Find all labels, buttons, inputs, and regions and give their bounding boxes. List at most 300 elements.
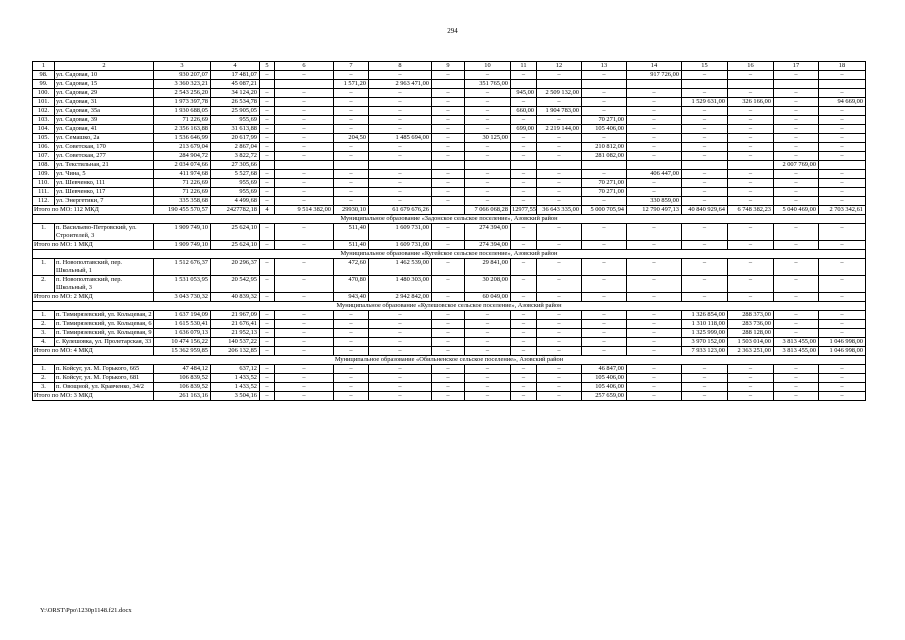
table-cell: –	[465, 329, 511, 338]
column-number-header: 13	[582, 62, 627, 71]
total-cell: –	[774, 392, 819, 401]
column-number-header: 8	[369, 62, 432, 71]
municipality-heading-row	[33, 215, 866, 224]
table-cell: –	[334, 320, 369, 329]
table-cell: –	[774, 134, 819, 143]
total-cell: –	[275, 392, 334, 401]
total-cell: 257 659,00	[582, 392, 627, 401]
table-row	[33, 116, 866, 125]
table-cell: 31 613,88	[211, 125, 260, 134]
total-cell: –	[432, 392, 465, 401]
table-cell: –	[334, 311, 369, 320]
table-row	[33, 329, 866, 338]
table-cell: –	[511, 134, 537, 143]
table-cell: 1 636 079,13	[154, 329, 211, 338]
total-cell: –	[432, 241, 465, 250]
table-cell: –	[582, 98, 627, 107]
table-cell: –	[432, 311, 465, 320]
column-number-row	[33, 62, 866, 71]
table-row	[33, 125, 866, 134]
table-row	[33, 188, 866, 197]
table-cell: 351 765,00	[465, 80, 511, 89]
table-cell: 25 624,10	[211, 224, 260, 241]
total-cell: –	[537, 293, 582, 302]
table-cell: –	[260, 179, 275, 188]
table-cell: –	[537, 188, 582, 197]
table-cell: 213 679,04	[154, 143, 211, 152]
table-cell: 1 503 014,00	[728, 338, 774, 347]
table-cell: 204,50	[334, 134, 369, 143]
table-cell: 45 087,21	[211, 80, 260, 89]
table-cell: –	[582, 338, 627, 347]
table-cell: 105 406,00	[582, 383, 627, 392]
table-cell: –	[682, 276, 728, 293]
table-cell: –	[369, 311, 432, 320]
table-cell: –	[774, 89, 819, 98]
table-cell: –	[774, 143, 819, 152]
total-cell: 29930,10	[334, 206, 369, 215]
total-cell: 61 679 676,26	[369, 206, 432, 215]
table-cell: 30 125,00	[465, 134, 511, 143]
table-cell: –	[537, 329, 582, 338]
table-cell: –	[511, 98, 537, 107]
total-cell: –	[465, 347, 511, 356]
table-cell: 46 847,00	[582, 365, 627, 374]
table-row	[33, 320, 866, 329]
table-cell: –	[537, 311, 582, 320]
table-cell	[537, 161, 582, 170]
table-cell: –	[465, 98, 511, 107]
row-number-cell: 3.	[33, 383, 55, 392]
table-cell: –	[511, 152, 537, 161]
total-cell: –	[260, 392, 275, 401]
table-cell: –	[369, 197, 432, 206]
table-cell	[465, 161, 511, 170]
table-cell: –	[819, 71, 866, 80]
table-cell: –	[275, 276, 334, 293]
total-cell: –	[275, 293, 334, 302]
table-cell: –	[819, 224, 866, 241]
table-cell: –	[260, 383, 275, 392]
address-cell: ул. Шевченко, 111	[55, 179, 154, 188]
table-cell: –	[334, 152, 369, 161]
table-cell: 106 839,52	[154, 374, 211, 383]
table-cell: –	[819, 179, 866, 188]
table-cell: –	[260, 107, 275, 116]
municipality-heading: Муниципальное образование «Кулешовское сельское поселение», Азовский район	[33, 302, 866, 311]
table-cell: –	[819, 134, 866, 143]
table-cell: –	[275, 224, 334, 241]
table-cell: 1 480 303,00	[369, 276, 432, 293]
table-cell: –	[511, 338, 537, 347]
table-cell: 2 963 471,00	[369, 80, 432, 89]
total-cell: –	[334, 392, 369, 401]
municipality-total-row	[33, 347, 866, 356]
table-cell: 288 128,00	[728, 329, 774, 338]
row-number-cell: 112.	[33, 197, 55, 206]
total-cell: 36 643 335,00	[537, 206, 582, 215]
total-label-cell: Итого по МО: 3 МКД	[33, 392, 154, 401]
table-cell: –	[260, 125, 275, 134]
address-cell: с. Кулешовка, ул. Пролетарская, 33	[55, 338, 154, 347]
total-cell: 40 840 929,64	[682, 206, 728, 215]
table-cell: –	[819, 125, 866, 134]
table-cell: –	[260, 188, 275, 197]
total-cell: 1 609 731,00	[369, 241, 432, 250]
table-cell: –	[682, 89, 728, 98]
table-cell: –	[511, 383, 537, 392]
table-cell: –	[369, 71, 432, 80]
address-cell: п. Овощной, ул. Кравченко, 34/2	[55, 383, 154, 392]
table-cell: –	[537, 374, 582, 383]
table-cell: –	[774, 179, 819, 188]
table-cell: –	[682, 197, 728, 206]
table-cell: 1 637 194,09	[154, 311, 211, 320]
table-cell: –	[432, 259, 465, 276]
row-number-cell: 99.	[33, 80, 55, 89]
total-cell: –	[511, 293, 537, 302]
table-cell: –	[260, 320, 275, 329]
table-cell: –	[511, 365, 537, 374]
table-cell: 106 839,52	[154, 383, 211, 392]
table-cell: 1 485 694,00	[369, 134, 432, 143]
table-cell: –	[334, 383, 369, 392]
address-cell: п. Тимирязевский, ул. Кольцевая, 2	[56, 311, 152, 318]
table-cell: 2 356 163,88	[154, 125, 211, 134]
table-cell: –	[432, 179, 465, 188]
total-cell: 1 909 749,10	[154, 241, 211, 250]
total-cell: –	[511, 347, 537, 356]
total-cell: 3 813 455,00	[774, 347, 819, 356]
table-cell: 1 512 676,37	[154, 259, 211, 276]
table-row	[33, 311, 866, 320]
table-cell: 637,12	[211, 365, 260, 374]
table-cell: –	[432, 374, 465, 383]
table-cell: 70 271,00	[582, 188, 627, 197]
row-number-cell: 109.	[33, 170, 55, 179]
table-cell: 17 481,07	[211, 71, 260, 80]
column-number-header: 18	[819, 62, 866, 71]
table-cell: –	[682, 259, 728, 276]
total-cell: 2 703 342,61	[819, 206, 866, 215]
column-number-header: 5	[260, 62, 275, 71]
address-cell: ул. Садовая, 41	[55, 125, 154, 134]
row-number-cell: 104.	[33, 125, 55, 134]
total-cell: –	[627, 293, 682, 302]
total-cell: –	[627, 241, 682, 250]
table-cell: –	[537, 365, 582, 374]
table-cell: –	[728, 276, 774, 293]
table-cell: 511,40	[334, 224, 369, 241]
total-cell: 12977,55	[512, 206, 536, 213]
total-label-cell: Итого по МО: 1 МКД	[33, 241, 154, 250]
table-cell: –	[275, 134, 334, 143]
table-cell: –	[774, 276, 819, 293]
table-cell: –	[369, 320, 432, 329]
row-number-cell: 1.	[33, 311, 55, 320]
table-cell: 1 046 998,00	[819, 338, 866, 347]
address-cell: ул. Советская, 170	[55, 143, 154, 152]
table-cell: –	[465, 107, 511, 116]
table-cell: –	[465, 170, 511, 179]
column-number-header: 14	[627, 62, 682, 71]
table-cell	[682, 80, 728, 89]
table-cell: –	[537, 134, 582, 143]
table-cell: –	[774, 320, 819, 329]
row-number-cell: 2.	[33, 320, 55, 329]
total-cell: –	[728, 392, 774, 401]
table-cell: –	[682, 170, 728, 179]
table-cell: –	[728, 383, 774, 392]
table-row	[33, 134, 866, 143]
table-cell	[627, 80, 682, 89]
table-cell: –	[537, 170, 582, 179]
table-cell: –	[275, 329, 334, 338]
table-cell	[511, 80, 537, 89]
total-cell: –	[260, 293, 275, 302]
total-cell: –	[511, 241, 537, 250]
table-cell: –	[260, 152, 275, 161]
table-cell: 335 358,68	[154, 197, 211, 206]
table-cell: 21 952,13	[211, 329, 260, 338]
table-cell: –	[627, 374, 682, 383]
table-cell: –	[334, 71, 369, 80]
table-cell: –	[682, 224, 728, 241]
table-cell: –	[275, 259, 334, 276]
table-cell: –	[432, 365, 465, 374]
table-cell: –	[819, 107, 866, 116]
table-cell: –	[728, 134, 774, 143]
table-row	[33, 152, 866, 161]
table-cell: 406 447,00	[627, 170, 682, 179]
table-cell: 94 669,00	[819, 98, 866, 107]
table-cell: –	[774, 98, 819, 107]
table-cell: 27 305,66	[211, 161, 260, 170]
total-cell: –	[369, 392, 432, 401]
column-number-header: 1	[33, 62, 55, 71]
address-cell: ул. Садовая, 15	[55, 80, 154, 89]
table-cell: –	[627, 365, 682, 374]
total-cell: 943,40	[334, 293, 369, 302]
table-cell: 1 615 530,41	[154, 320, 211, 329]
table-cell: –	[627, 98, 682, 107]
table-cell: –	[369, 188, 432, 197]
table-cell: –	[537, 98, 582, 107]
table-cell: –	[369, 152, 432, 161]
address-cell: п. Тимирязевский, ул. Кольцевая, 6	[56, 320, 152, 327]
table-cell: –	[582, 107, 627, 116]
table-cell: –	[819, 89, 866, 98]
table-cell	[275, 80, 334, 89]
table-cell: –	[511, 71, 537, 80]
row-number-cell: 105.	[33, 134, 55, 143]
table-cell: 3 360 323,21	[154, 80, 211, 89]
table-row	[33, 143, 866, 152]
total-cell: –	[582, 347, 627, 356]
total-cell: –	[537, 347, 582, 356]
table-cell: –	[511, 116, 537, 125]
table-cell: 1 973 397,78	[154, 98, 211, 107]
table-cell: –	[511, 276, 537, 293]
table-cell: –	[432, 338, 465, 347]
total-cell: 60 049,00	[465, 293, 511, 302]
table-cell: –	[275, 107, 334, 116]
table-cell: –	[774, 259, 819, 276]
table-cell: –	[682, 152, 728, 161]
table-cell: –	[537, 383, 582, 392]
row-number-cell: 1.	[33, 365, 55, 374]
row-number-cell: 107.	[33, 152, 55, 161]
table-cell: –	[369, 170, 432, 179]
table-cell: –	[537, 179, 582, 188]
table-cell: –	[334, 365, 369, 374]
municipality-total-row	[33, 206, 866, 215]
table-cell: –	[432, 383, 465, 392]
table-cell: –	[334, 170, 369, 179]
table-cell	[260, 80, 275, 89]
total-cell: –	[774, 241, 819, 250]
table-cell: –	[260, 197, 275, 206]
table-cell: 1 325 999,00	[682, 329, 728, 338]
table-cell: –	[275, 311, 334, 320]
table-cell: –	[537, 71, 582, 80]
table-cell: 140 537,22	[211, 338, 260, 347]
column-number-header: 15	[682, 62, 728, 71]
table-cell: 955,69	[211, 179, 260, 188]
table-cell: –	[511, 179, 537, 188]
total-cell: 12 790 497,13	[627, 206, 682, 215]
table-cell: 326 166,00	[728, 98, 774, 107]
table-cell: –	[369, 125, 432, 134]
table-cell: –	[627, 320, 682, 329]
total-cell: 261 163,16	[154, 392, 211, 401]
total-cell: 206 132,85	[211, 347, 260, 356]
table-cell: –	[774, 152, 819, 161]
table-cell: –	[432, 170, 465, 179]
table-cell: –	[682, 179, 728, 188]
table-row	[33, 259, 866, 276]
table-cell: –	[682, 374, 728, 383]
table-cell: –	[627, 134, 682, 143]
table-cell: –	[511, 374, 537, 383]
total-cell: 2 942 842,00	[369, 293, 432, 302]
table-cell: –	[260, 143, 275, 152]
table-cell: –	[537, 259, 582, 276]
total-cell: –	[682, 293, 728, 302]
table-cell: –	[627, 125, 682, 134]
table-cell: –	[465, 197, 511, 206]
table-row	[33, 80, 866, 89]
table-cell: –	[774, 71, 819, 80]
table-cell: –	[275, 383, 334, 392]
table-cell: –	[627, 383, 682, 392]
table-cell: –	[819, 143, 866, 152]
table-row	[33, 338, 866, 347]
table-cell: –	[275, 365, 334, 374]
total-cell: 40 839,32	[211, 293, 260, 302]
table-cell: 2 007 769,00	[774, 161, 819, 170]
table-cell: –	[465, 374, 511, 383]
table-cell: 945,00	[511, 89, 537, 98]
total-cell: –	[728, 241, 774, 250]
total-cell: –	[819, 241, 866, 250]
table-cell	[819, 80, 866, 89]
table-cell: –	[260, 116, 275, 125]
table-cell: 917 726,00	[627, 71, 682, 80]
table-row	[33, 170, 866, 179]
table-cell: –	[819, 320, 866, 329]
table-cell: –	[819, 259, 866, 276]
table-row	[33, 276, 866, 293]
table-cell: 29 841,00	[465, 259, 511, 276]
table-cell: –	[627, 276, 682, 293]
table-cell: –	[275, 338, 334, 347]
total-cell: –	[682, 392, 728, 401]
table-cell: –	[682, 188, 728, 197]
table-cell: –	[728, 365, 774, 374]
total-cell: 3 504,16	[211, 392, 260, 401]
address-cell: ул. Садовая, 29	[55, 89, 154, 98]
table-cell: –	[369, 116, 432, 125]
table-cell: –	[627, 329, 682, 338]
table-cell: –	[275, 98, 334, 107]
table-cell: –	[774, 365, 819, 374]
table-cell: –	[465, 116, 511, 125]
table-cell: –	[260, 374, 275, 383]
table-cell: 4 499,68	[211, 197, 260, 206]
column-number-header: 10	[465, 62, 511, 71]
table-cell: –	[465, 89, 511, 98]
table-cell: 1 326 854,00	[682, 311, 728, 320]
row-number-cell: 2.	[33, 374, 55, 383]
table-cell: –	[275, 320, 334, 329]
table-cell: 2 034 074,66	[154, 161, 211, 170]
column-number-header: 17	[774, 62, 819, 71]
table-cell: 2 509 132,00	[537, 89, 582, 98]
table-cell: –	[627, 188, 682, 197]
table-cell: 70 271,00	[582, 116, 627, 125]
table-cell: –	[819, 152, 866, 161]
table-cell: –	[537, 320, 582, 329]
table-cell: –	[774, 374, 819, 383]
table-row	[33, 98, 866, 107]
table-cell: –	[260, 259, 275, 276]
table-cell: –	[260, 276, 275, 293]
table-cell: –	[334, 188, 369, 197]
table-cell: –	[432, 98, 465, 107]
table-cell: –	[819, 365, 866, 374]
total-cell: –	[774, 293, 819, 302]
row-number-cell: 98.	[33, 71, 55, 80]
table-cell: –	[260, 329, 275, 338]
total-cell: 511,40	[334, 241, 369, 250]
total-cell: 25 624,10	[211, 241, 260, 250]
table-cell: 105 406,00	[582, 374, 627, 383]
table-cell: –	[819, 311, 866, 320]
table-cell: –	[369, 383, 432, 392]
total-cell: 2427782,18	[211, 206, 260, 215]
table-cell: 330 859,00	[627, 197, 682, 206]
municipality-heading: Муниципальное образование «Задонское сельское поселение», Азовский район	[33, 215, 866, 224]
table-cell: 3 970 152,00	[682, 338, 728, 347]
table-cell: 1 310 118,00	[682, 320, 728, 329]
table-cell: –	[537, 338, 582, 347]
table-cell: –	[369, 143, 432, 152]
table-cell: –	[582, 276, 627, 293]
table-cell: 30 208,00	[465, 276, 511, 293]
table-cell: –	[260, 170, 275, 179]
table-cell: –	[432, 89, 465, 98]
